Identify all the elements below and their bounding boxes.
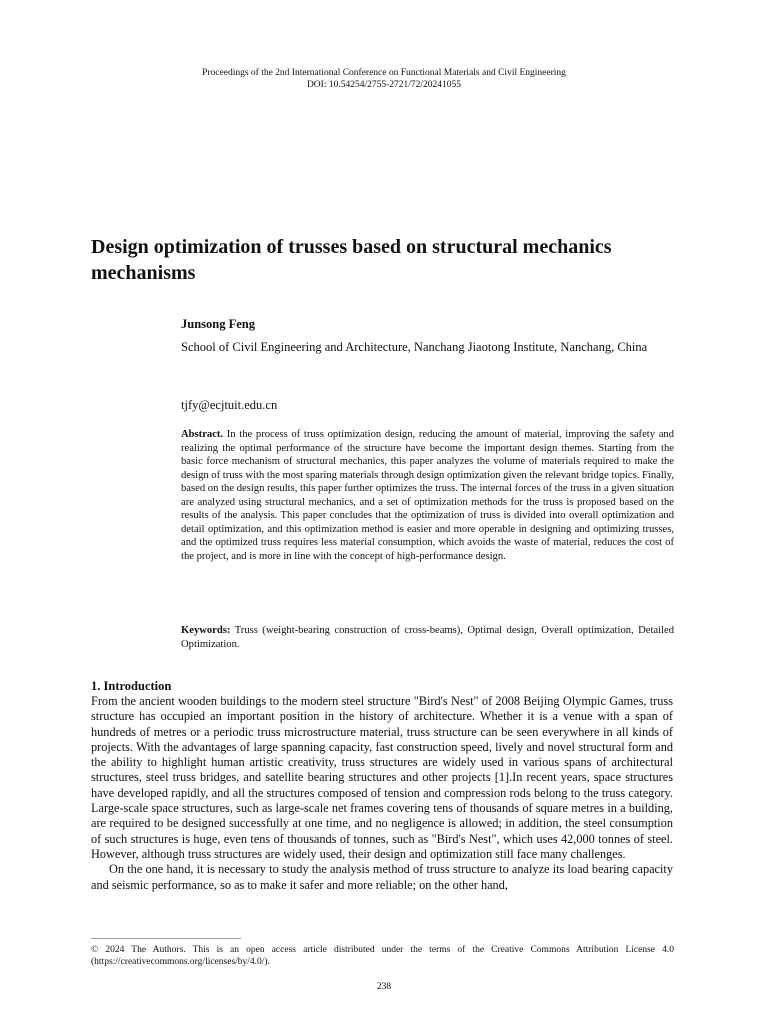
section-body [91,694,673,893]
keywords-label: Keywords: [181,625,231,636]
section-heading: 1. Introduction [91,679,172,693]
paper-title: Design optimization of trusses based on structural mechanics mechanisms [91,236,612,284]
keywords [181,624,674,651]
body-paragraph: From the ancient wooden buildings to the modern steel structure "Bird's Nest" of 2008 Beijing Olympic Games, truss structure has occupied an important position in the history of architecture. Whether it is a venue with a span of hundreds of metres or a periodic truss microstructure material, truss structure can be seen everywhere in all kinds of projects. With the advantages of large spanning capacity, fast construction speed, lively and novel structural form and the ability to highlight human artistic creativity, truss structures are widely used in various spans of architectural structures, steel truss bridges, and satellite bearing structures and other projects [1].In recent years, space structures have developed rapidly, and all the structures composed of tension and compression rods belong to the truss category. Large-scale space structures, such as large-scale net frames covering tens of thousands of square metres in a building, are required to be designed successfully at one time, and no negligence is allowed; in addition, the steel consumption of such structures is huge, even tens of thousands of tonnes, such as "Bird's Nest", which uses 42,000 tonnes of steel. However, although truss structures are widely used, their design and optimization still face many challenges. [91,694,673,861]
proceedings-line: Proceedings of the 2nd International Conference on Functional Materials and Civil Engineering [202,68,566,78]
footer-divider [91,938,241,939]
doi-line: DOI: 10.54254/2755-2721/72/20241055 [306,80,462,90]
keywords-text: Truss (weight-bearing construction of cross-beams), Optimal design, Overall optimization, Detailed Optimization. [181,625,674,650]
abstract-text: In the process of truss optimization design, reducing the amount of material, improving the safety and realizing the optimal performance of the structure have become the important design themes. Starting from the basic force mechanism of structural mechanics, this paper analyzes the volume of materials required to make the design of truss with the most sparing materials through design optimization given the relevant bridge topics. Finally, based on the design results, this paper further optimizes the truss. The internal forces of the truss in a given situation are analyzed using structural mechanics, and a set of optimization methods for the truss is proposed based on the results of the analysis. This paper concludes that the optimization of truss is divided into overall optimization and detail optimization, and this optimization method is easier and more operable in designing and optimizing trusses, and the optimized truss requires less material consumption, which avoids the waste of material, reduces the cost of the project, and is more in line with the concept of high-performance design. [181,429,675,562]
running-header [0,67,768,91]
license-footer: © 2024 The Authors. This is an open access article distributed under the terms of the Creative Commons Attribution License 4.0 (https://creativecommons.org/licenses/by/4.0/). [91,945,674,967]
abstract-label: Abstract. [181,429,224,440]
author-name: Junsong Feng [181,317,255,331]
page-number: 238 [376,982,392,992]
author-affiliation: School of Civil Engineering and Architecture, Nanchang Jiaotong Institute, Nanchang, China [181,340,648,354]
body-paragraph: On the one hand, it is necessary to study the analysis method of truss structure to analyze its load bearing capacity and seismic performance, so as to make it safer and more reliable; on the other hand, [91,862,673,892]
author-email: tjfy@ecjtuit.edu.cn [181,398,278,412]
abstract [181,428,674,563]
